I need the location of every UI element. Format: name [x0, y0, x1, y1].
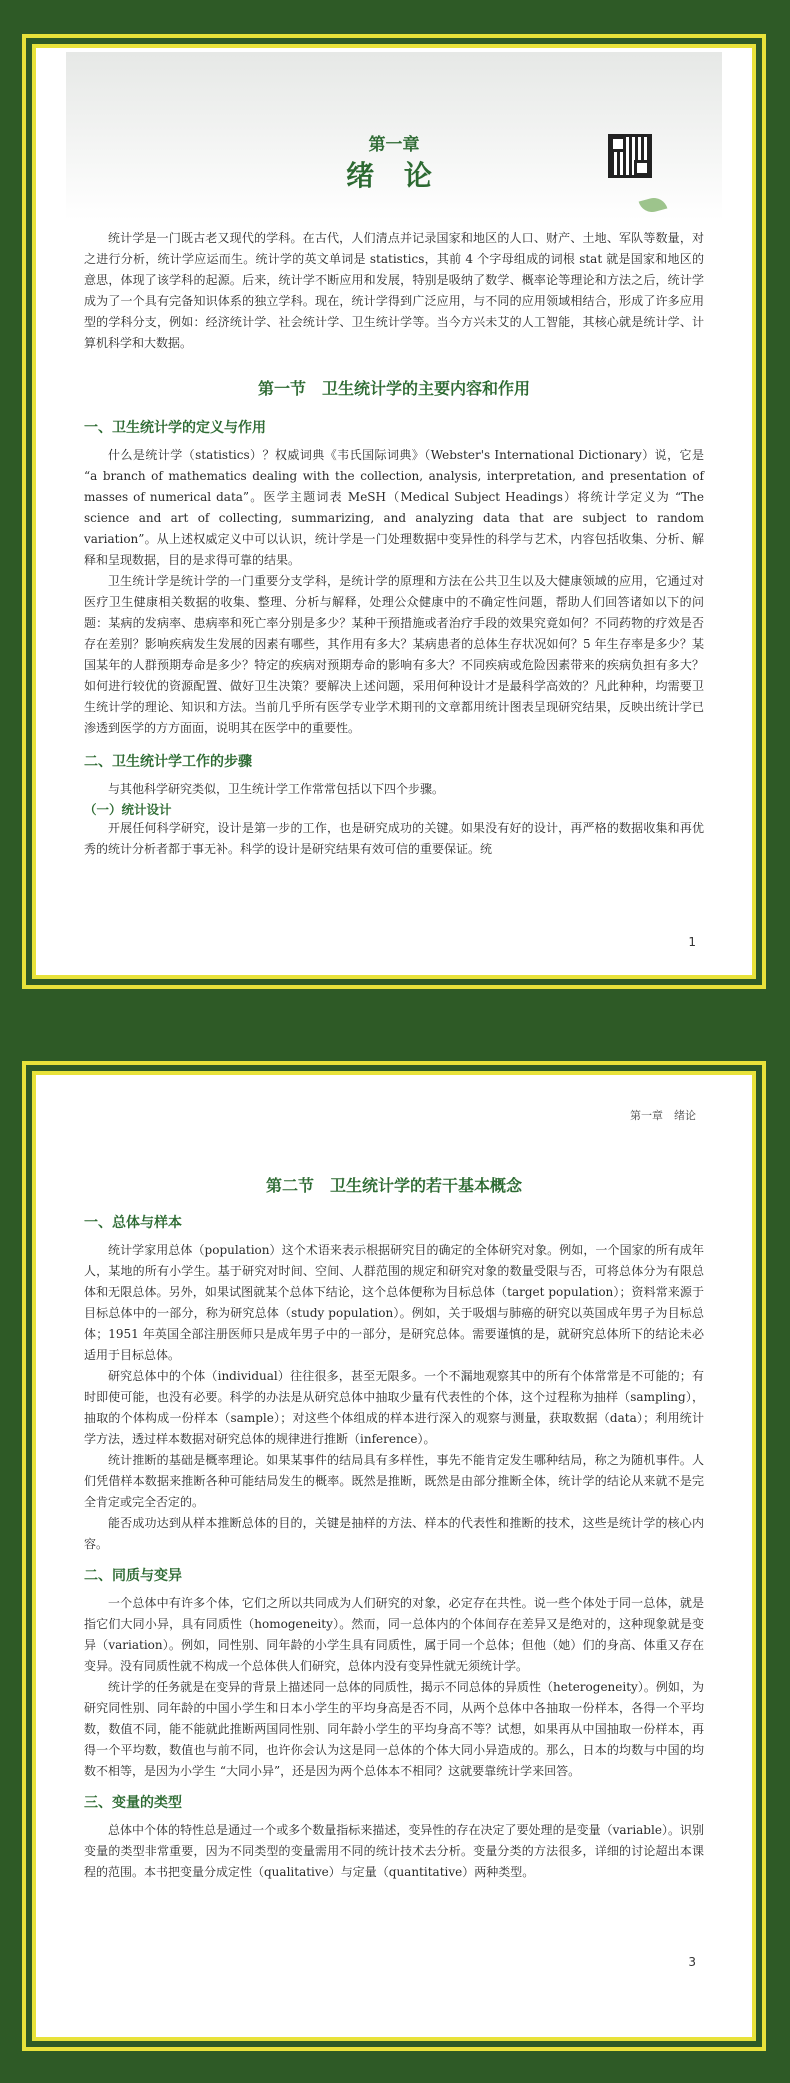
- page-1-body: [84, 228, 704, 860]
- chapter-label: 第一章: [368, 135, 420, 155]
- subsection-title: 二、同质与变异: [84, 1568, 182, 1584]
- qr-code-icon[interactable]: [608, 134, 652, 178]
- chapter-title: 绪 论: [346, 159, 442, 192]
- subsection-title: 一、卫生统计学的定义与作用: [84, 420, 266, 436]
- paragraph: 统计推断的基础是概率理论。如果某事件的结局具有多样性，事先不能肯定发生哪种结局，称之为随机事件。人们凭借样本数据来推断各种可能结局发生的概率。既然是推断，既然是由部分推断全体，统计学的结论从来就不是完全肯定或完全否定的。: [84, 1453, 704, 1509]
- paragraph: 什么是统计学（statistics）？权威词典《韦氏国际词典》（Webster's International Dictionary）说，它是 “a branch of mathematics dealing with the collection, analysis, interpretation, and presentation of masses of numerical data”。医学主题词表 MeSH（Medical Subject Headings）将统计学定义为 “The science and art of collecting, summarizing, and analyzing data that are subject to random variation”。从上述权威定义中可以认识，统计学是一门处理数据中变异性的科学与艺术，内容包括收集、分析、解释和呈现数据，目的是求得可靠的结果。: [84, 448, 704, 567]
- page-number: 1: [688, 935, 696, 949]
- paragraph: 能否成功达到从样本推断总体的目的，关键是抽样的方法、样本的代表性和推断的技术，这些是统计学的核心内容。: [84, 1516, 704, 1551]
- paragraph: 研究总体中的个体（individual）往往很多，甚至无限多。一个不漏地观察其中的所有个体常常是不可能的；有时即使可能，也没有必要。科学的办法是从研究总体中抽取少量有代表性的个体，这个过程称为抽样（sampling），抽取的个体构成一份样本（sample）；对这些个体组成的样本进行深入的观察与测量，获取数据（data）；利用统计学方法，透过样本数据对研究总体的规律进行推断（inference）。: [84, 1369, 704, 1446]
- subsubsection-title: （一）统计设计: [84, 802, 172, 817]
- page-1: [22, 34, 766, 989]
- paragraph: 卫生统计学是统计学的一门重要分支学科，是统计学的原理和方法在公共卫生以及大健康领域的应用，它通过对医疗卫生健康相关数据的收集、整理、分析与解释，处理公众健康中的不确定性问题，帮助人们回答诸如以下的问题：某病的发病率、患病率和死亡率分别是多少？某种干预措施或者治疗手段的效果究竟如何？不同药物的疗效是否存在差别？影响疾病发生发展的因素有哪些，其作用有多大？某病患者的总体生存状况如何？5 年生存率是多少？某国某年的人群预期寿命是多少？特定的疾病对预期寿命的影响有多大？不同疾病或危险因素带来的疾病负担有多大？如何进行较优的资源配置、做好卫生决策？要解决上述问题，采用何种设计才是最科学高效的？凡此种种，均需要卫生统计学的理论、知识和方法。当前几乎所有医学专业学术期刊的文章都用统计图表呈现研究结果，反映出统计学已渗透到医学的方方面面，说明其在医学中的重要性。: [84, 574, 704, 735]
- paragraph: 总体中个体的特性总是通过一个或多个数量指标来描述，变异性的存在决定了要处理的是变量（variable）。识别变量的类型非常重要，因为不同类型的变量需用不同的统计技术去分析。变量分类的方法很多，详细的讨论超出本课程的范围。本书把变量分成定性（qualitative）与定量（quantitative）两种类型。: [84, 1823, 704, 1879]
- page-2-body: [84, 1173, 704, 1883]
- paragraph: 与其他科学研究类似，卫生统计学工作常常包括以下四个步骤。: [108, 782, 445, 796]
- paragraph: 统计学的任务就是在变异的背景上描述同一总体的同质性，揭示不同总体的异质性（heterogeneity）。例如，为研究同性别、同年龄的中国小学生和日本小学生的平均身高是否不同，从两个总体中各抽取一份样本，各得一个平均数，数值不同，能不能就此推断两国同性别、同年龄小学生的平均身高不等？试想，如果再从中国抽取一份样本，再得一个平均数，数值也与前不同，也许你会认为这是同一总体的个体大同小异造成的。那么，日本的均数与中国的均数不相等，是因为小学生 “大同小异”，还是因为两个总体本不相同？这就要靠统计学来回答。: [84, 1680, 704, 1778]
- page-2: [22, 1061, 766, 2051]
- subsection-title: 三、变量的类型: [84, 1795, 182, 1811]
- paragraph: 开展任何科学研究，设计是第一步的工作，也是研究成功的关键。如果没有好的设计，再严格的数据收集和再优秀的统计分析者都于事无补。科学的设计是研究结果有效可信的重要保证。统: [84, 821, 704, 856]
- section-title: 第一节 卫生统计学的主要内容和作用: [257, 379, 530, 398]
- subsection-title: 一、总体与样本: [84, 1215, 182, 1231]
- section-title: 第二节 卫生统计学的若干基本概念: [265, 1176, 522, 1195]
- paragraph: 一个总体中有许多个体，它们之所以共同成为人们研究的对象，必定存在共性。说一些个体处于同一总体，就是指它们大同小异，具有同质性（homogeneity）。然而，同一总体内的个体间存在差异又是绝对的，这种现象就是变异（variation）。例如，同性别、同年龄的小学生具有同质性，属于同一个总体；但他（她）们的身高、体重又存在变异。没有同质性就不构成一个总体供人们研究，总体内没有变异性就无须统计学。: [84, 1596, 704, 1673]
- subsection-title: 二、卫生统计学工作的步骤: [84, 754, 252, 770]
- intro-paragraph: 统计学是一门既古老又现代的学科。在古代，人们清点并记录国家和地区的人口、财产、土地、军队等数量，对之进行分析，统计学应运而生。统计学的英文单词是 statistics，其前 4 个字母组成的词根 stat 就是国家和地区的意思，体现了该学科的起源。后来，统计学不断应用和发展，特别是吸纳了数学、概率论等理论和方法之后，统计学成为了一个具有完备知识体系的独立学科。现在，统计学得到广泛应用，与不同的应用领域相结合，形成了许多应用型的学科分支，例如：经济统计学、社会统计学、卫生统计学等。当今方兴未艾的人工智能，其核心就是统计学、计算机科学和大数据。: [84, 231, 704, 350]
- running-head: 第一章 绪论: [630, 1109, 696, 1122]
- paragraph: 统计学家用总体（population）这个术语来表示根据研究目的确定的全体研究对象。例如，一个国家的所有成年人，某地的所有小学生。基于研究对时间、空间、人群范围的规定和研究对象的数量受限与否，可将总体分为有限总体和无限总体。另外，如果试图就某个总体下结论，这个总体便称为目标总体（target population）；资料常来源于目标总体中的一部分，称为研究总体（study population）。例如，关于吸烟与肺癌的研究以英国成年男子为目标总体；1951 年英国全部注册医师只是成年男子中的一部分，是研究总体。需要谨慎的是，就研究总体所下的结论未必适用于目标总体。: [84, 1243, 704, 1362]
- page-number: 3: [688, 1955, 696, 1969]
